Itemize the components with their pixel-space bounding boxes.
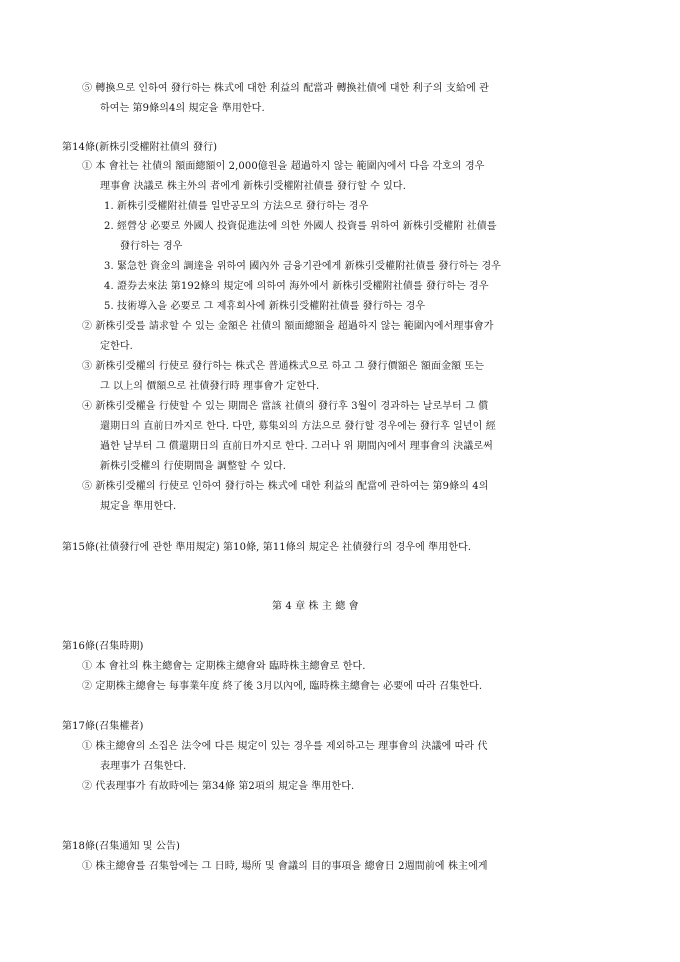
art14-para4-line2: 還期日의 直前日까지로 한다. 다만, 募集외의 方法으로 發行할 경우에는 發行후 일년이 經 bbox=[100, 421, 496, 432]
art14-para3-line1: ③ 新株引受權의 行使로 發行하는 株式은 普通株式으로 하고 그 發行價額은 額面金額 또는 bbox=[82, 361, 485, 372]
art18-title: 第18條(召集通知 및 公告) bbox=[62, 841, 181, 852]
art14-item-2-cont: 發行하는 경우 bbox=[120, 241, 183, 252]
chapter4-title: 第 4 章 株 主 總 會 bbox=[272, 601, 359, 612]
art14-para4-line4: 新株引受權의 行使期間을 調整할 수 있다. bbox=[100, 461, 287, 472]
art14-para2-line1: ② 新株引受를 請求할 수 있는 金額은 社債의 額面總額을 超過하지 않는 範圍內에서理事會가 bbox=[82, 321, 494, 332]
art13-para5-line1: ⑤ 轉換으로 인하여 發行하는 株式에 대한 利益의 配當과 轉換社債에 대한 利子의 支給에 관 bbox=[82, 83, 489, 94]
art14-para5-line1: ⑤ 新株引受權의 行使로 인하여 發行하는 株式에 대한 利益의 配當에 관하여는 第9條의 4의 bbox=[82, 481, 489, 492]
art17-para1-line1: ① 株主總會의 소집은 法令에 다른 規定이 있는 경우를 제외하고는 理事會의 決議에 따라 代 bbox=[82, 741, 488, 752]
art13-para5-line2: 하여는 第9條의4의 規定을 準用한다. bbox=[100, 103, 265, 114]
art14-title: 第14條(新株引受權附社債의 發行) bbox=[62, 142, 218, 153]
art14-para1-line2: 理事會 決議로 株主外의 者에게 新株引受權附社債를 發行할 수 있다. bbox=[100, 181, 406, 192]
art16-para1: ① 本 會社의 株主總會는 定期株主總會와 臨時株主總會로 한다. bbox=[82, 661, 366, 672]
art15-text: 第15條(社債發行에 관한 準用規定) 第10條, 第11條의 規定은 社債發行의 경우에 準用한다. bbox=[62, 542, 472, 553]
art17-para2: ② 代表理事가 有故時에는 第34條 第2項의 規定을 準用한다. bbox=[82, 781, 355, 792]
art14-item-5: 5. 技術導入을 必要로 그 제휴회사에 新株引受權附社債를 發行하는 경우 bbox=[104, 301, 426, 312]
art16-title: 第16條(召集時期) bbox=[62, 641, 144, 652]
art14-para1-line1: ① 本 會社는 社債의 額面總額이 2,000億원을 超過하지 않는 範圍內에서 다음 각호의 경우 bbox=[82, 161, 485, 172]
art14-item-4: 4. 證券去來法 第192條의 規定에 의하여 海外에서 新株引受權附社債를 發行하는 경우 bbox=[104, 281, 489, 292]
art17-para1-line2: 表理事가 召集한다. bbox=[100, 761, 187, 772]
art14-para2-line2: 定한다. bbox=[100, 341, 133, 352]
art14-para3-line2: 그 以上의 價額으로 社債發行時 理事會가 定한다. bbox=[100, 381, 320, 392]
art14-para4-line1: ④ 新株引受權을 行使할 수 있는 期間은 當該 社債의 發行후 3월이 경과하는 날로부터 그 償 bbox=[82, 401, 489, 412]
art14-item-2: 2. 經營상 必要로 外國人 投資促進法에 의한 外國人 投資를 위하여 新株引受權附 社債를 bbox=[104, 221, 497, 232]
art18-para1-line1: ① 株主總會를 召集함에는 그 日時, 場所 및 會議의 目的事項을 總會日 2週間前에 株主에게 bbox=[82, 861, 488, 872]
art14-item-1: 1. 新株引受權附社債를 일반공모의 方法으로 發行하는 경우 bbox=[104, 201, 369, 212]
art17-title: 第17條(召集權者) bbox=[62, 721, 144, 732]
art14-para4-line3: 過한 날부터 그 償還期日의 直前日까지로 한다. 그러나 위 期間內에서 理事會의 決議로써 bbox=[100, 441, 493, 452]
art14-item-3: 3. 緊急한 資金의 調達을 위하여 國內外 금융기관에게 新株引受權附社債를 發行하는 경우 bbox=[104, 261, 502, 272]
art16-para2: ② 定期株主總會는 每事業年度 終了後 3月以內에, 臨時株主總會는 必要에 따라 召集한다. bbox=[82, 681, 483, 692]
art14-para5-line2: 規定을 準用한다. bbox=[100, 501, 177, 512]
